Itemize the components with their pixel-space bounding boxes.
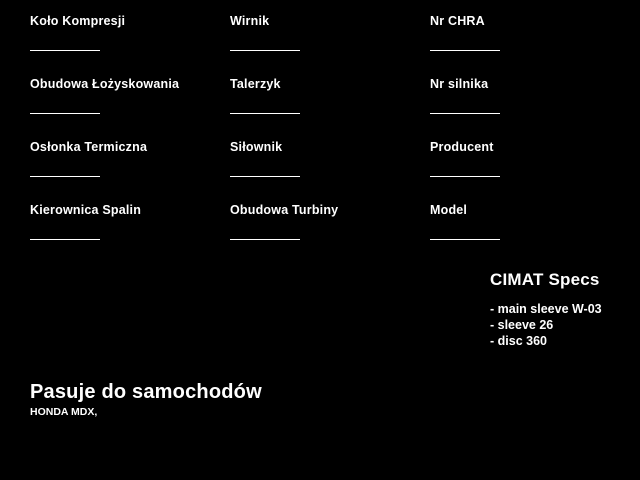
spec-row	[0, 14, 640, 51]
cimat-specs-block	[490, 270, 640, 349]
spec-field-writeline	[230, 176, 300, 177]
spec-field	[200, 203, 400, 240]
spec-field-label: Wirnik	[230, 14, 270, 28]
fits-vehicles-models: HONDA MDX,	[30, 406, 98, 418]
spec-field-label: Siłownik	[230, 140, 283, 154]
spec-field	[0, 140, 200, 177]
spec-field-writeline	[430, 239, 500, 240]
spec-field-writeline	[430, 176, 500, 177]
spec-field	[0, 203, 200, 240]
spec-field-label: Koło Kompresji	[30, 14, 126, 28]
cimat-specs-title: CIMAT Specs	[490, 270, 600, 289]
spec-field-label: Nr CHRA	[430, 14, 485, 28]
grid-row-spacer	[0, 51, 640, 77]
fits-vehicles-title: Pasuje do samochodów	[30, 381, 262, 403]
spec-field-label: Nr silnika	[430, 77, 489, 91]
spec-field	[400, 203, 640, 240]
list-item: - main sleeve W-03	[490, 302, 602, 316]
spec-field-label: Osłonka Termiczna	[30, 140, 148, 154]
spec-field-writeline	[30, 239, 100, 240]
spec-field-writeline	[30, 176, 100, 177]
spec-field	[400, 77, 640, 114]
grid-top-spacer	[0, 0, 640, 14]
spec-field	[200, 77, 400, 114]
spec-row	[0, 140, 640, 177]
grid-row-spacer	[0, 177, 640, 203]
spec-row	[0, 77, 640, 114]
spec-field-writeline	[430, 50, 500, 51]
spec-field-label: Obudowa Łożyskowania	[30, 77, 180, 91]
spec-field	[0, 14, 200, 51]
spec-field	[400, 14, 640, 51]
spec-field	[400, 140, 640, 177]
spec-field	[0, 77, 200, 114]
spec-field-label: Producent	[430, 140, 494, 154]
spec-field-writeline	[230, 239, 300, 240]
grid-row-spacer	[0, 114, 640, 140]
spec-field	[200, 14, 400, 51]
spec-field-writeline	[430, 113, 500, 114]
spec-field	[200, 140, 400, 177]
spec-field-label: Talerzyk	[230, 77, 281, 91]
spec-field-label: Model	[430, 203, 468, 217]
list-item: - sleeve 26	[490, 318, 554, 332]
list-item: - disc 360	[490, 334, 547, 348]
spec-field-writeline	[30, 50, 100, 51]
spec-field-label: Obudowa Turbiny	[230, 203, 339, 217]
spec-field-label: Kierownica Spalin	[30, 203, 142, 217]
spec-field-writeline	[30, 113, 100, 114]
cimat-specs-list	[490, 301, 640, 349]
spec-field-writeline	[230, 113, 300, 114]
spec-field-writeline	[230, 50, 300, 51]
fits-vehicles-block	[30, 380, 450, 419]
spec-row	[0, 203, 640, 240]
